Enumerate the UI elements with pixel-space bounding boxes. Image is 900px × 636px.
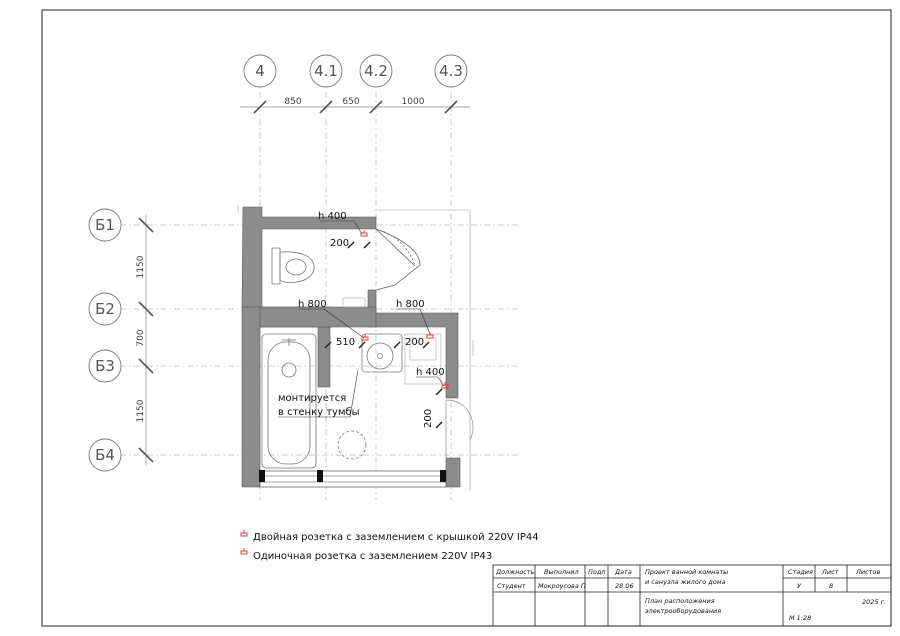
axis-label: 4 [255,62,265,80]
tb-header-stage: Стадия [788,568,813,576]
window [259,470,446,487]
axis-label: Б3 [95,357,115,375]
axis-bubble-B1 [89,209,121,241]
annot-200-top: 200 [330,238,350,249]
axis-label: 4.1 [314,62,338,80]
legend-double-label: Двойная розетка с заземлением с крышкой 220V IP44 [253,532,539,543]
tb-header-date: Дата [615,568,632,576]
axis-bubble-B3 [89,350,121,382]
shelf [343,298,365,307]
double-socket-icon [361,230,367,236]
tb-scale: М 1:28 [789,614,812,622]
tb-header-sheet: Лист [822,568,839,576]
axis-label: Б2 [95,300,115,318]
dim-1150-a: 1150 [136,255,146,279]
legend-single-socket-icon [241,548,247,554]
toilet [272,248,314,284]
tb-header-sheets: Листов [856,568,881,576]
double-socket-icon [427,332,433,338]
dim-650: 650 [342,97,360,107]
dim-1000: 1000 [401,97,425,107]
tb-date: 28.06 [615,582,634,590]
annot-h400-top: h 400 [318,211,347,222]
top-dimension-chain [240,97,470,113]
annot-200-mid: 200 [405,337,425,348]
axis-label: Б4 [95,446,115,464]
tb-header-position: Должность [496,568,535,576]
dim-850: 850 [284,97,302,107]
left-dimension-chain [136,215,153,465]
axis-bubble-4-2 [360,55,392,87]
tb-sheet: 8 [829,582,834,590]
tb-header-signature: Подп [588,568,606,576]
axis-label: 4.2 [364,62,388,80]
axis-bubble-4-1 [310,55,342,87]
annot-h400-right: h 400 [416,367,445,378]
legend-double-socket-icon [241,530,247,536]
legend-single-label: Одиночная розетка с заземлением 220V IP43 [253,551,493,562]
dim-700: 700 [136,329,146,347]
tb-role: Студент [497,582,526,590]
note-line-2: в стенку тумбы [278,407,360,418]
title-block [493,565,891,626]
note-line-1: монтируется [278,393,347,404]
tb-header-performed: Выполнил [544,568,579,576]
axis-bubble-B4 [89,439,121,471]
tb-name: Мокроусова П [538,582,586,590]
tb-stage: У [797,582,801,590]
annot-h800-right: h 800 [396,299,425,310]
annot-510: 510 [336,337,356,348]
tb-year: 2025 г. [862,598,887,606]
dim-1150-b: 1150 [136,399,146,423]
vertical-grid-lines [260,92,451,500]
axis-bubble-4-3 [435,55,467,87]
tb-project-line-1: Проект ванной комнаты [645,568,729,576]
annot-h800-left: h 800 [298,299,327,310]
tb-project-line-2: и санузла жилого дома [645,578,726,586]
legend [241,530,539,562]
tb-drawing-line-2: электрооборудования [645,607,722,615]
axis-bubble-B2 [89,293,121,325]
wall-partition [318,327,330,387]
door-top [376,229,420,290]
annot-200-vertical: 200 [423,408,434,428]
axis-bubble-4 [244,55,276,87]
axis-label: 4.3 [439,62,463,80]
tb-drawing-line-1: План расположения [645,597,715,605]
axis-label: Б1 [95,216,115,234]
door-right [446,400,473,458]
